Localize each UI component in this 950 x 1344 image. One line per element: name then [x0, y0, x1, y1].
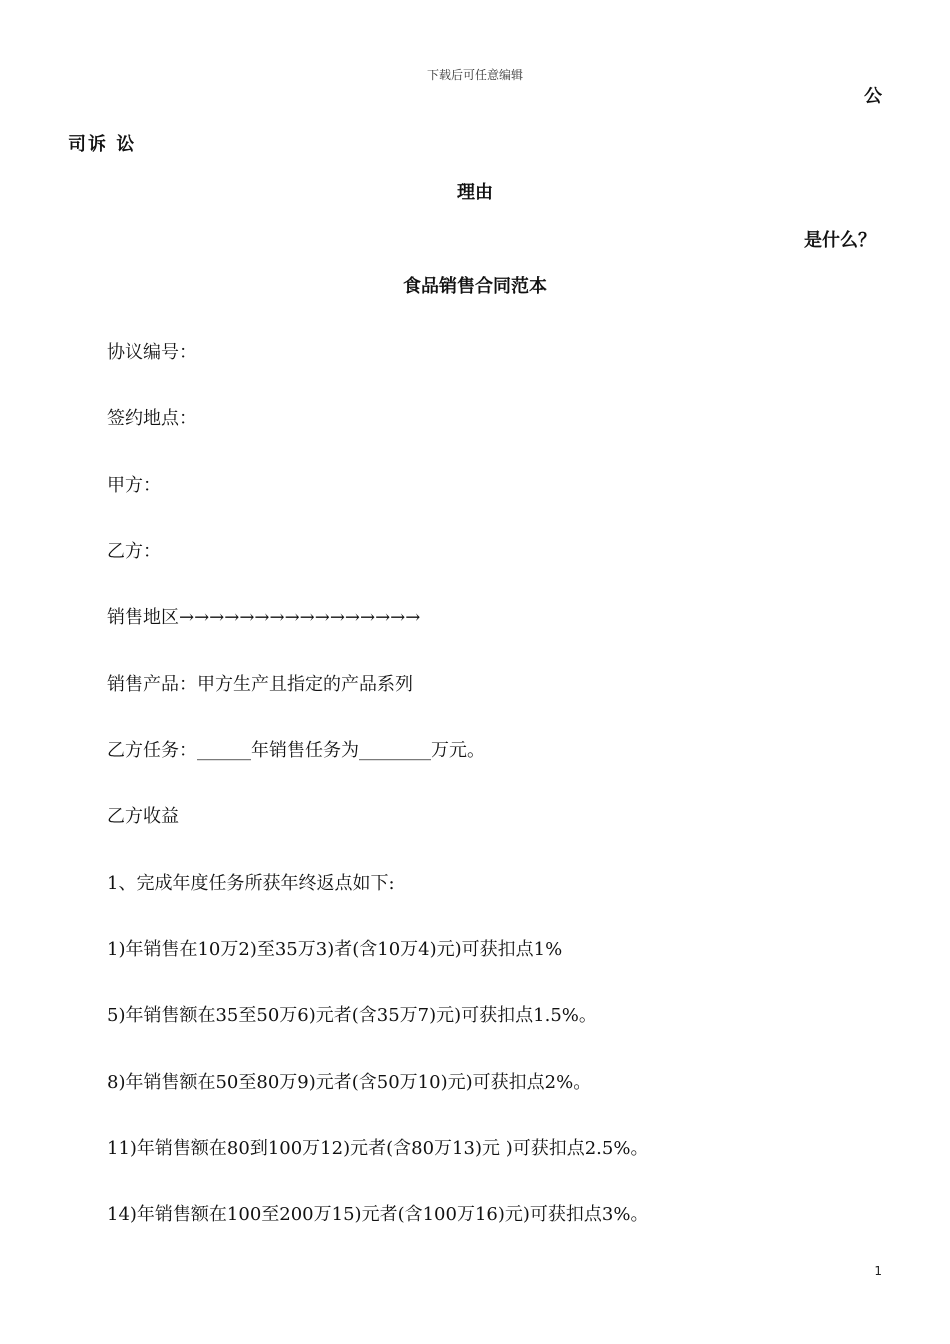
rebate-intro-line: 1、完成年度任务所获年终返点如下: — [107, 873, 395, 894]
heading-fragment-li-you: 理由 — [457, 182, 493, 203]
party-b-income-line: 乙方收益 — [107, 806, 179, 827]
party-b-task-line: 乙方任务：______年销售任务为________万元。 — [107, 740, 485, 761]
party-a-line: 甲方： — [107, 475, 161, 496]
signing-location-line: 签约地点： — [107, 408, 197, 429]
party-b-line: 乙方： — [107, 541, 161, 562]
heading-fragment-gong: 公 — [864, 86, 882, 107]
page-number: 1 — [874, 1264, 882, 1278]
rebate-tier-line: 8)年销售额在50至80万9)元者(含50万10)元)可获扣点2%。 — [107, 1072, 592, 1093]
rebate-tier-line: 1)年销售在10万2)至35万3)者(含10万4)元)可获扣点1% — [107, 939, 563, 960]
heading-fragment-si-su-song: 司诉 讼 — [68, 134, 137, 155]
heading-fragment-shi-shen-me: 是什么？ — [804, 230, 876, 251]
rebate-tier-line: 5)年销售额在35至50万6)元者(含35万7)元)可获扣点1.5%。 — [107, 1005, 597, 1026]
sales-product-line: 销售产品：甲方生产且指定的产品系列 — [107, 674, 413, 695]
rebate-tier-line: 14)年销售额在100至200万15)元者(含100万16)元)可获扣点3%。 — [107, 1204, 649, 1225]
document-title: 食品销售合同范本 — [403, 276, 547, 297]
agreement-number-line: 协议编号： — [107, 342, 197, 363]
header-note: 下载后可任意编辑 — [426, 68, 523, 82]
rebate-tier-line: 11)年销售额在80到100万12)元者(含80万13)元 )可获扣点2.5%。 — [107, 1138, 649, 1159]
sales-region-line: 销售地区→→→→→→→→→→→→→→→→ — [107, 607, 421, 628]
